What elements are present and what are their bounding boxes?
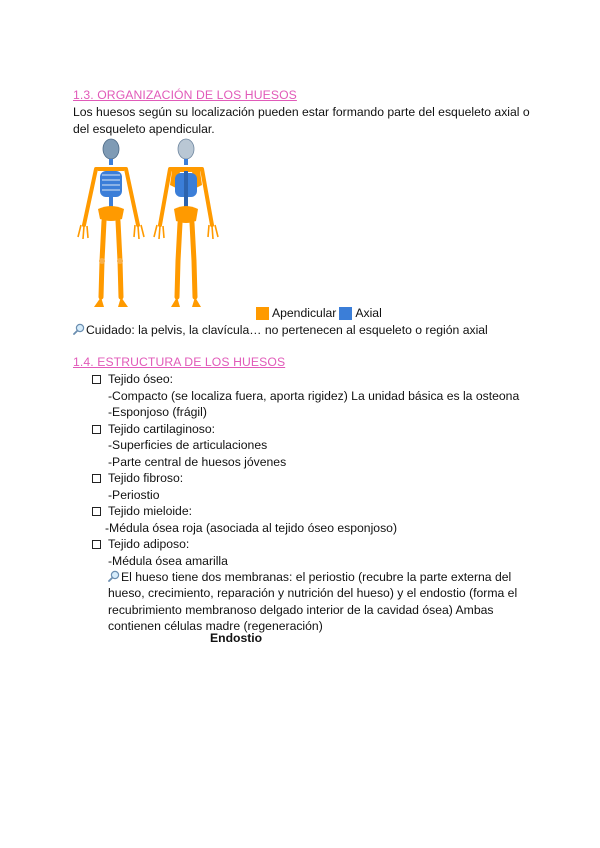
apendicular-swatch: [256, 307, 269, 320]
tissue-item: [92, 536, 532, 553]
tissue-item: [92, 503, 532, 520]
figure-legend: [256, 306, 382, 320]
tissue-list: [92, 371, 532, 634]
tissue-label: Tejido cartilaginoso:: [108, 421, 216, 436]
tissue-item: [92, 371, 532, 388]
axial-swatch: [339, 307, 352, 320]
legend-apendicular-label: Apendicular: [272, 306, 337, 320]
tissue-subitem: -Médula ósea amarilla: [108, 553, 228, 568]
checkbox[interactable]: [92, 474, 101, 483]
section-heading-organizacion: 1.3. ORGANIZACIÓN DE LOS HUESOS: [73, 88, 297, 102]
tissue-label: Tejido óseo:: [108, 372, 174, 386]
tissue-subitem: -Médula ósea roja (asociada al tejido óseo esponjoso): [105, 520, 398, 535]
membranes-note-text: El hueso tiene dos membranas: el periostio (recubre la parte externa del hueso, crecimiento, reparación y nutrición del hueso) y el endostio (forma el recubrimiento membranoso delgado interior de la cavidad ósea) Ambas contienen células madre (regeneración): [108, 570, 518, 633]
intro-paragraph: Los huesos según su localización pueden estar formando parte del esqueleto axial o del esqueleto apendicular.: [73, 105, 530, 136]
checkbox[interactable]: [92, 375, 101, 384]
tissue-label: Tejido adiposo:: [108, 537, 190, 551]
cuidado-note-text: Cuidado: la pelvis, la clavícula… no pertenecen al esqueleto o región axial: [86, 323, 488, 337]
legend-axial-label: Axial: [355, 306, 382, 320]
tissue-item: [92, 470, 532, 487]
skeleton-back: [154, 139, 218, 307]
tissue-label: Tejido fibroso:: [108, 471, 184, 485]
magnifier-icon: [108, 570, 120, 582]
cuidado-note: [73, 323, 488, 337]
endostio-label: Endostio: [210, 631, 263, 645]
membranes-note: [92, 569, 518, 634]
skeleton-figure: [70, 137, 240, 315]
tissue-subitem: -Compacto (se localiza fuera, aporta rigidez) La unidad básica es la osteona: [108, 388, 520, 403]
checkbox[interactable]: [92, 507, 101, 516]
tissue-subitem: -Periostio: [108, 487, 160, 502]
checkbox[interactable]: [92, 425, 101, 434]
tissue-subitem: -Superficies de articulaciones: [108, 438, 268, 452]
tissue-subitem: -Parte central de huesos jóvenes: [108, 454, 287, 469]
tissue-label: Tejido mieloide:: [108, 504, 193, 518]
checkbox[interactable]: [92, 540, 101, 549]
tissue-subitem: -Esponjoso (frágil): [108, 405, 207, 419]
magnifier-icon: [73, 323, 85, 335]
tissue-item: [92, 421, 532, 438]
section-heading-estructura: 1.4. ESTRUCTURA DE LOS HUESOS: [73, 355, 286, 369]
skeleton-front: [78, 139, 144, 307]
